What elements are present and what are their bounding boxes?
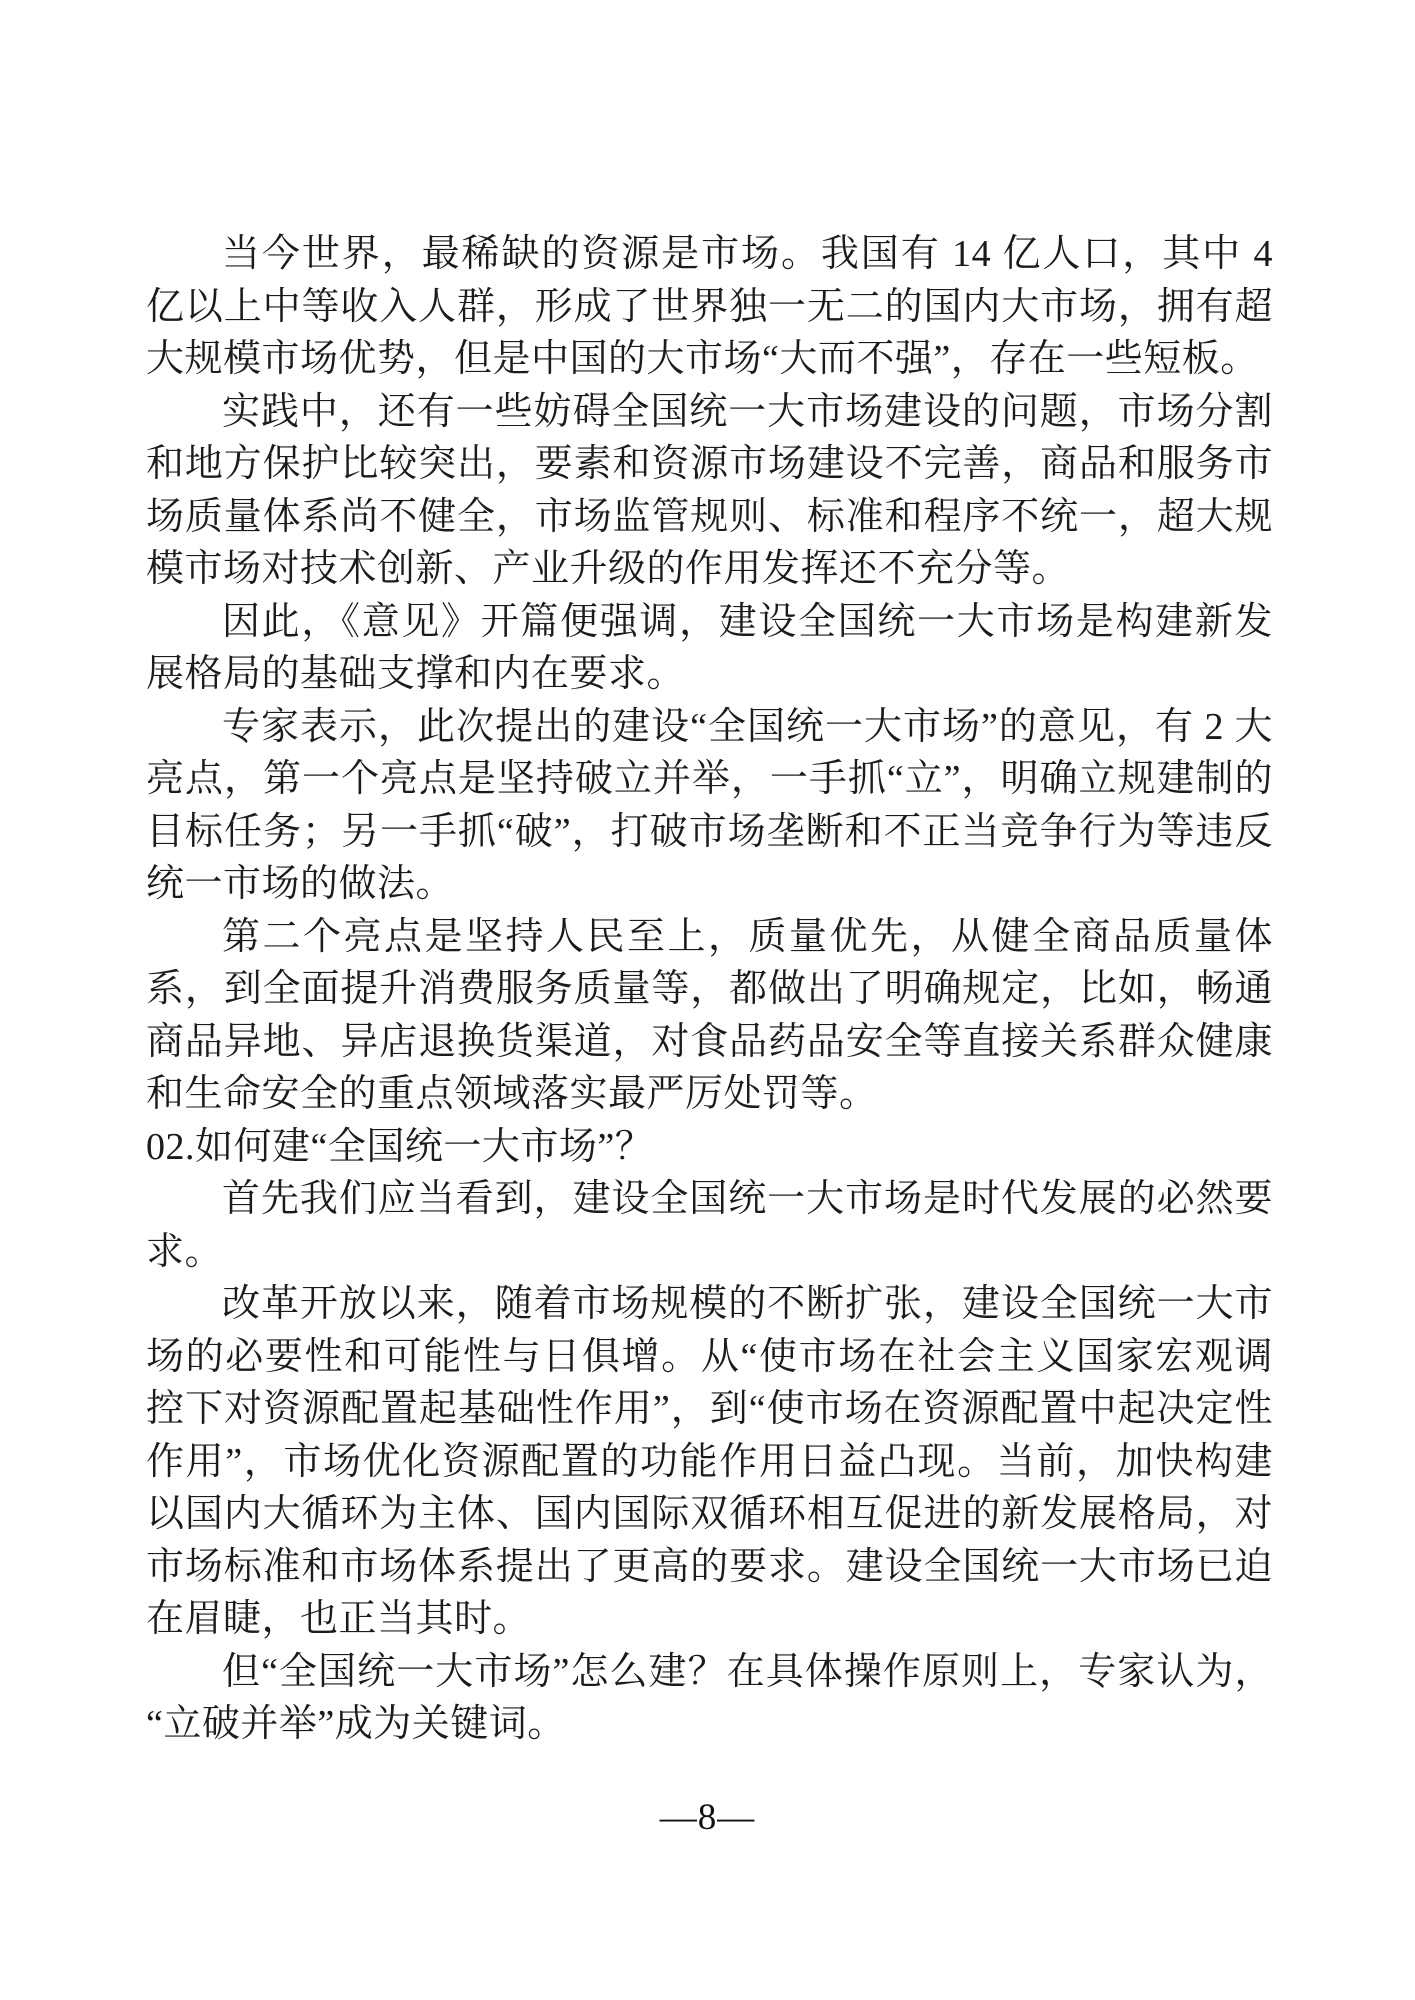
- paragraph-reform-opening: 改革开放以来，随着市场规模的不断扩张，建设全国统一大市场的必要性和可能性与日俱增。从“使市场在社会主义国家宏观调控下对资源配置起基础性作用”，到“使市场在资源配置中起决定性作用”，市场优化资源配置的功能作用日益凸现。当前，加快构建以国内大循环为主体、国内国际双循环相互促进的新发展格局，对市场标准和市场体系提出了更高的要求。建设全国统一大市场已迫在眉睫，也正当其时。: [146, 1283, 1273, 1640]
- paragraph-market-scarcity: 当今世界，最稀缺的资源是市场。我国有 14 亿人口，其中 4 亿以上中等收入人群，形成了世界独一无二的国内大市场，拥有超大规模市场优势，但是中国的大市场“大而不强”，存在一些短板。: [146, 233, 1273, 380]
- paragraph-how-to-build: 但“全国统一大市场”怎么建？在具体操作原则上，专家认为，“立破并举”成为关键词。: [146, 1650, 1273, 1745]
- section-heading-02: 02.如何建“全国统一大市场”？: [146, 1125, 654, 1168]
- paragraph-practice-problems: 实践中，还有一些妨碍全国统一大市场建设的问题，市场分割和地方保护比较突出，要素和资源市场建设不完善，商品和服务市场质量体系尚不健全，市场监管规则、标准和程序不统一，超大规模市场对技术创新、产业升级的作用发挥还不充分等。: [146, 390, 1273, 590]
- paragraph-expert-highlight-1: 专家表示，此次提出的建设“全国统一大市场”的意见，有 2 大亮点，第一个亮点是坚持破立并举，一手抓“立”，明确立规建制的目标任务；另一手抓“破”，打破市场垄断和不正当竞争行为等违反统一市场的做法。: [146, 705, 1273, 905]
- paragraph-opinion-emphasis: 因此，《意见》开篇便强调，建设全国统一大市场是构建新发展格局的基础支撑和内在要求。: [146, 600, 1273, 695]
- paragraph-first-see: 首先我们应当看到，建设全国统一大市场是时代发展的必然要求。: [146, 1178, 1273, 1273]
- paragraph-highlight-2: 第二个亮点是坚持人民至上，质量优先，从健全商品质量体系，到全面提升消费服务质量等，都做出了明确规定，比如，畅通商品异地、异店退换货渠道，对食品药品安全等直接关系群众健康和生命安全的重点领域落实最严厉处罚等。: [146, 915, 1273, 1115]
- page-number: —8—: [659, 1797, 756, 1838]
- text-block: [146, 228, 1273, 1751]
